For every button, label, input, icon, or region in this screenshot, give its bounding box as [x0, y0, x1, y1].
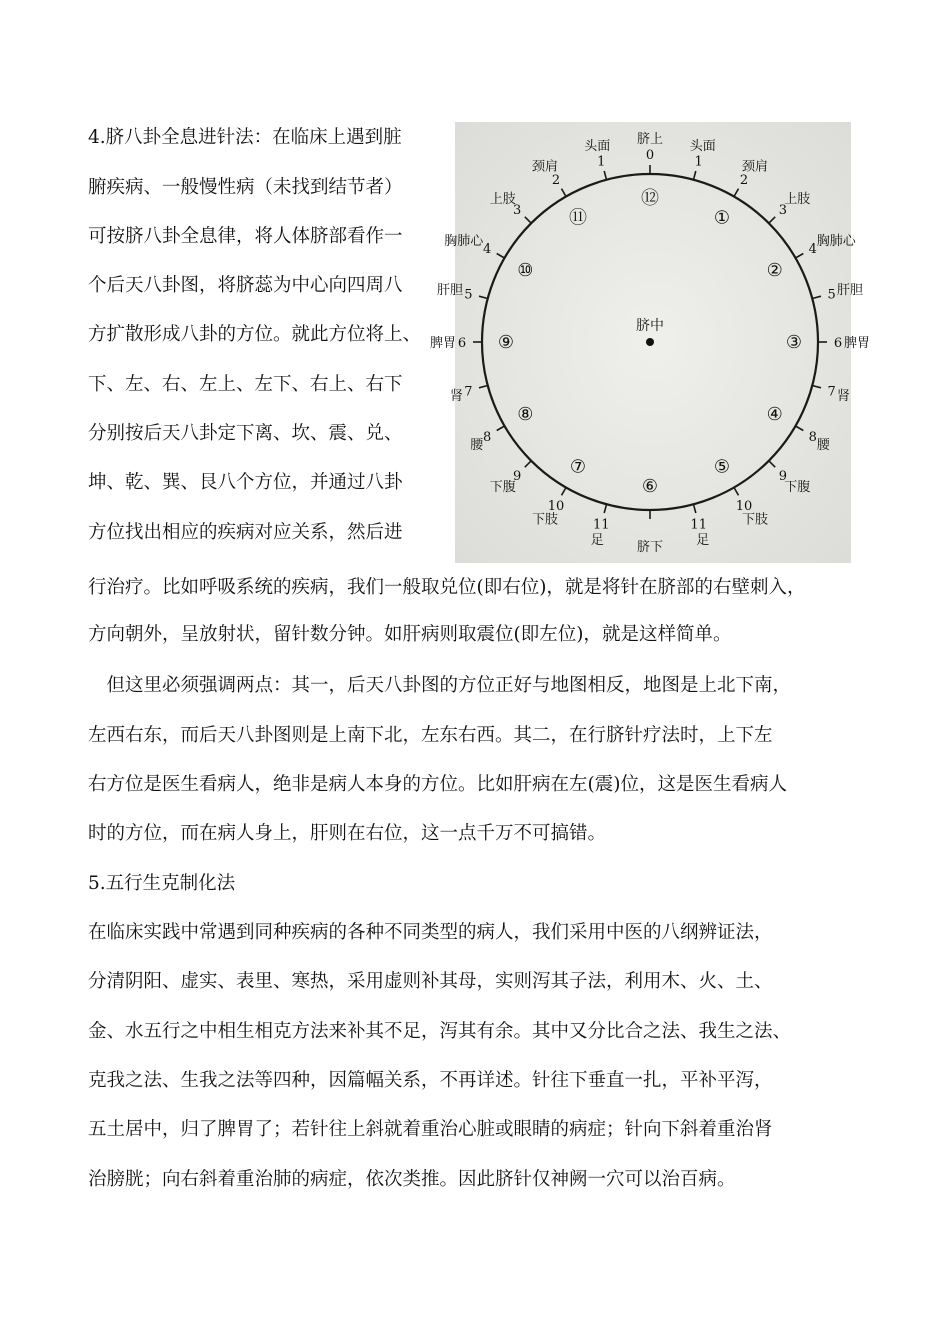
- tick-label: 上肢: [489, 191, 516, 207]
- text-line: 个后天八卦图，将脐蕊为中心向四周八: [88, 275, 403, 296]
- clock-number: ⑦: [569, 456, 587, 478]
- text-line: 治膀胱；向右斜着重治肺的病症，依次类推。因此脐针仅神阙一穴可以治百病。: [88, 1169, 736, 1190]
- tick-number: 2: [551, 173, 561, 189]
- clock-number: ⑧: [517, 404, 534, 425]
- tick-number: 3: [778, 203, 788, 219]
- tick-label: 颈肩: [742, 159, 769, 175]
- section-5-heading: 5.五行生克制化法: [88, 873, 236, 894]
- tick-number: 5: [827, 287, 836, 303]
- tick-number: 1: [597, 154, 606, 170]
- tick-label: 颈肩: [531, 159, 558, 175]
- text-line: 下、左、右、左上、左下、右上、右下: [88, 374, 403, 395]
- clock-number: ⑩: [517, 260, 534, 281]
- clock-number: ⑨: [497, 332, 515, 353]
- tick-number: 9: [778, 468, 788, 484]
- text-line: 金、水五行之中相生相克方法来补其不足，泻其有余。其中又分比合之法、我生之法、: [88, 1021, 792, 1042]
- text-line: 右方位是医生看病人，绝非是病人本身的方位。比如肝病在左(震)位，这是医生看病人: [88, 774, 787, 795]
- text-line: 五土居中，归了脾胃了；若针往上斜就着重治心脏或眼睛的病症；针向下斜着重治肾: [88, 1119, 773, 1140]
- tick-label: 足: [696, 533, 710, 548]
- tick-label: 下肢: [742, 512, 769, 528]
- clock-number: ⑪: [569, 207, 587, 229]
- text-line: 在临床实践中常遇到同种疾病的各种不同类型的病人，我们采用中医的八纲辨证法，: [88, 922, 773, 943]
- text-line: 坤、乾、巽、艮八个方位，并通过八卦: [88, 472, 403, 493]
- clock-number: ⑫: [641, 188, 659, 209]
- clock-number: ③: [785, 332, 803, 353]
- text-line: 但这里必须强调两点：其一，后天八卦图的方位正好与地图相反，地图是上北下南，: [88, 675, 792, 696]
- text-line: 分别按后天八卦定下离、坎、震、兑、: [88, 423, 403, 444]
- clock-number: ①: [713, 207, 731, 229]
- tick-label: 足: [590, 533, 604, 548]
- tick-number: 0: [645, 148, 655, 163]
- tick-number: 3: [512, 203, 522, 219]
- tick-label: 肝胆: [436, 283, 463, 299]
- tick-label: 胸肺心: [816, 234, 856, 249]
- tick-number: 1: [694, 154, 703, 170]
- tick-label: 下腹: [489, 480, 516, 496]
- text-line: 4.脐八卦全息进针法：在临床上遇到脏: [88, 127, 402, 148]
- navel-bagua-diagram: [429, 122, 871, 563]
- text-line: 方位找出相应的疾病对应关系，然后进: [88, 522, 403, 543]
- text-line: 方扩散形成八卦的方位。就此方位将上、: [88, 324, 422, 345]
- tick-label: 脐上: [636, 132, 664, 147]
- tick-number: 10: [547, 498, 565, 514]
- tick-label: 胸肺心: [444, 234, 484, 249]
- tick-label: 上肢: [784, 191, 811, 207]
- tick-number: 6: [833, 336, 843, 351]
- text-line: 分清阴阳、虚实、表里、寒热，采用虚则补其母，实则泻其子法，利用木、火、土、: [88, 971, 773, 992]
- tick-number: 7: [827, 384, 836, 400]
- tick-number: 11: [593, 517, 610, 533]
- clock-number: ⑥: [641, 476, 659, 497]
- tick-number: 4: [808, 242, 817, 257]
- tick-number: 9: [512, 468, 522, 484]
- dial-svg: [429, 122, 871, 563]
- text-line: 腑疾病、一般慢性病（未找到结节者）: [88, 177, 403, 198]
- tick-number: 7: [464, 384, 473, 400]
- tick-number: 8: [808, 430, 817, 445]
- tick-number: 6: [457, 336, 467, 351]
- tick-label: 肝胆: [837, 283, 864, 299]
- tick-number: 2: [739, 173, 749, 189]
- tick-label: 肾: [837, 388, 851, 404]
- text-line: 可按脐八卦全息律，将人体脐部看作一: [88, 226, 403, 247]
- tick-number: 4: [483, 242, 492, 257]
- tick-number: 8: [483, 430, 492, 445]
- tick-label: 腰: [816, 438, 830, 453]
- text-line: 左西右东，而后天八卦图则是上南下北，左东右西。其二，在行脐针疗法时，上下左: [88, 725, 773, 746]
- text-line: 方向朝外，呈放射状，留针数分钟。如肝病则取震位(即左位)，就是这样简单。: [88, 624, 732, 645]
- tick-label: 脐下: [636, 540, 664, 555]
- clock-number: ②: [766, 260, 783, 281]
- tick-label: 头面: [584, 139, 611, 154]
- text-line: 行治疗。比如呼吸系统的疾病，我们一般取兑位(即右位)，就是将针在脐部的右壁刺入，: [88, 577, 806, 598]
- clock-number: ④: [766, 404, 783, 425]
- tick-label: 下肢: [531, 512, 558, 528]
- tick-number: 11: [690, 517, 707, 533]
- tick-number: 5: [464, 287, 473, 303]
- text-line: 时的方位，而在病人身上，肝则在右位，这一点千万不可搞错。: [88, 823, 607, 844]
- tick-number: 10: [735, 498, 753, 514]
- tick-label: 脾胃: [844, 336, 871, 351]
- center-label: 脐中: [636, 318, 664, 334]
- tick-label: 脾胃: [429, 336, 456, 351]
- text-line: 克我之法、生我之法等四种，因篇幅关系，不再详述。针往下垂直一扎，平补平泻，: [88, 1070, 773, 1091]
- clock-number: ⑤: [713, 456, 731, 478]
- tick-label: 下腹: [784, 480, 811, 496]
- tick-label: 头面: [689, 139, 716, 154]
- tick-label: 肾: [449, 388, 463, 404]
- center-dot: [646, 338, 654, 346]
- tick-label: 腰: [470, 438, 484, 453]
